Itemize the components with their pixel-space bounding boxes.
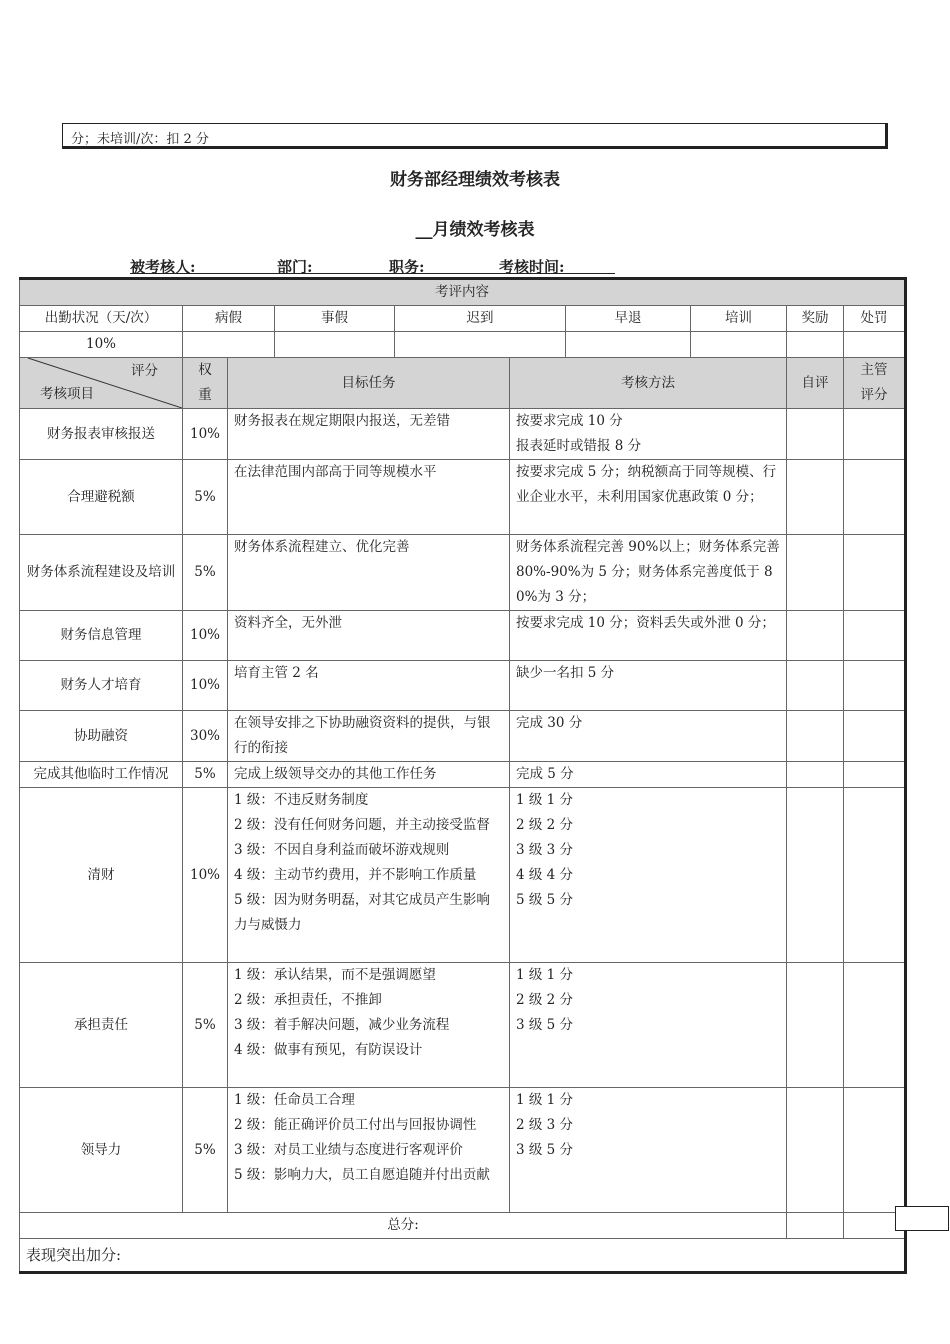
header-target: 目标任务 — [228, 358, 510, 409]
attendance-early-value[interactable] — [566, 332, 691, 358]
row-weight: 5% — [183, 535, 228, 611]
header-weight: 权 重 — [183, 358, 228, 409]
header-project: 考核项目 — [40, 386, 94, 402]
attendance-late-value[interactable] — [395, 332, 566, 358]
attendance-personal: 事假 — [275, 306, 395, 332]
header-supervisor: 主管 评分 — [844, 358, 906, 409]
row-target: 1 级：任命员工合理 2 级：能正确评价员工付出与回报协调性 3 级：对员工业绩与态度进行客观评价 5 级：影响力大，员工自愿追随并付出贡献 — [228, 1088, 510, 1213]
row-target: 在领导安排之下协助融资资料的提供，与银行的衔接 — [228, 711, 510, 762]
row-self-score[interactable] — [787, 460, 844, 535]
header-self: 自评 — [787, 358, 844, 409]
row-item: 合理避税额 — [20, 460, 183, 535]
attendance-reward-value[interactable] — [787, 332, 844, 358]
row-weight: 10% — [183, 409, 228, 460]
attendance-reward: 奖励 — [787, 306, 844, 332]
row-item: 领导力 — [20, 1088, 183, 1213]
attendance-label: 出勤状况（天/次） — [20, 306, 183, 332]
row-method: 按要求完成 10 分 报表延时或错报 8 分 — [510, 409, 787, 460]
row-weight: 5% — [183, 963, 228, 1088]
row-item: 财务信息管理 — [20, 611, 183, 661]
row-target: 财务体系流程建立、优化完善 — [228, 535, 510, 611]
row-weight: 5% — [183, 460, 228, 535]
attendance-early: 早退 — [566, 306, 691, 332]
row-target: 财务报表在规定期限内报送，无差错 — [228, 409, 510, 460]
attendance-training-value[interactable] — [691, 332, 787, 358]
row-method: 1 级 1 分 2 级 2 分 3 级 5 分 — [510, 963, 787, 1088]
row-supervisor-score[interactable] — [844, 535, 906, 611]
row-method: 1 级 1 分 2 级 2 分 3 级 3 分 4 级 4 分 5 级 5 分 — [510, 788, 787, 963]
row-target: 在法律范围内部高于同等规模水平 — [228, 460, 510, 535]
table-row — [20, 661, 906, 711]
row-item: 承担责任 — [20, 963, 183, 1088]
time-label: 考核时间: — [499, 258, 565, 276]
total-label: 总分: — [20, 1213, 787, 1239]
row-supervisor-score[interactable] — [844, 1088, 906, 1213]
row-item: 清财 — [20, 788, 183, 963]
table-row — [20, 788, 906, 963]
attendance-personal-value[interactable] — [275, 332, 395, 358]
page-subtitle: __月绩效考核表 — [415, 220, 535, 240]
total-score-box[interactable] — [895, 1206, 949, 1231]
row-self-score[interactable] — [787, 788, 844, 963]
bonus-label: 表现突出加分: — [20, 1239, 906, 1273]
total-self[interactable] — [787, 1213, 844, 1239]
page-title: 财务部经理绩效考核表 — [390, 170, 560, 190]
evaluation-table — [19, 277, 907, 1274]
row-method: 完成 5 分 — [510, 762, 787, 788]
dept-label: 部门: — [277, 258, 313, 276]
attendance-penalty: 处罚 — [844, 306, 906, 332]
row-target: 资料齐全，无外泄 — [228, 611, 510, 661]
attendance-sick: 病假 — [183, 306, 275, 332]
row-weight: 10% — [183, 611, 228, 661]
row-method: 完成 30 分 — [510, 711, 787, 762]
row-self-score[interactable] — [787, 711, 844, 762]
row-target: 培育主管 2 名 — [228, 661, 510, 711]
row-supervisor-score[interactable] — [844, 661, 906, 711]
row-supervisor-score[interactable] — [844, 788, 906, 963]
person-label: 被考核人: — [130, 258, 196, 276]
header-score: 评分 — [131, 363, 158, 379]
table-row — [20, 762, 906, 788]
info-underline — [130, 273, 615, 274]
attendance-penalty-value[interactable] — [844, 332, 906, 358]
content-header: 考评内容 — [20, 279, 906, 306]
row-self-score[interactable] — [787, 611, 844, 661]
row-item: 财务人才培育 — [20, 661, 183, 711]
row-self-score[interactable] — [787, 535, 844, 611]
table-row — [20, 963, 906, 1088]
row-target: 完成上级领导交办的其他工作任务 — [228, 762, 510, 788]
row-item: 财务体系流程建设及培训 — [20, 535, 183, 611]
row-supervisor-score[interactable] — [844, 409, 906, 460]
row-method: 财务体系流程完善 90%以上；财务体系完善 80%-90%为 5 分；财务体系完善度低于 80%为 3 分； — [510, 535, 787, 611]
row-weight: 30% — [183, 711, 228, 762]
table-row — [20, 460, 906, 535]
row-self-score[interactable] — [787, 1088, 844, 1213]
row-supervisor-score[interactable] — [844, 963, 906, 1088]
row-method: 按要求完成 10 分；资料丢失或外泄 0 分； — [510, 611, 787, 661]
table-row — [20, 535, 906, 611]
attendance-training: 培训 — [691, 306, 787, 332]
header-diagonal-cell — [20, 358, 183, 409]
row-self-score[interactable] — [787, 409, 844, 460]
attendance-late: 迟到 — [395, 306, 566, 332]
table-row — [20, 711, 906, 762]
row-supervisor-score[interactable] — [844, 711, 906, 762]
row-target: 1 级：不违反财务制度 2 级：没有任何财务问题，并主动接受监督 3 级：不因自身利益而破坏游戏规则 4 级：主动节约费用，并不影响工作质量 5 级：因为财务明磊，对其它成员产生影响力与威慑力 — [228, 788, 510, 963]
table-row — [20, 409, 906, 460]
row-weight: 10% — [183, 788, 228, 963]
row-self-score[interactable] — [787, 762, 844, 788]
row-weight: 5% — [183, 762, 228, 788]
header-method: 考核方法 — [510, 358, 787, 409]
row-supervisor-score[interactable] — [844, 762, 906, 788]
row-method: 按要求完成 5 分；纳税额高于同等规模、行业企业水平，未利用国家优惠政策 0 分； — [510, 460, 787, 535]
top-note-box — [62, 123, 888, 149]
table-row — [20, 1088, 906, 1213]
row-item: 协助融资 — [20, 711, 183, 762]
row-target: 1 级：承认结果，而不是强调愿望 2 级：承担责任，不推卸 3 级：着手解决问题，减少业务流程 4 级：做事有预见，有防误设计 — [228, 963, 510, 1088]
row-method: 缺少一名扣 5 分 — [510, 661, 787, 711]
attendance-sick-value[interactable] — [183, 332, 275, 358]
row-self-score[interactable] — [787, 661, 844, 711]
top-note: 分；未培训/次：扣 2 分 — [71, 132, 209, 147]
row-weight: 5% — [183, 1088, 228, 1213]
row-method: 1 级 1 分 2 级 3 分 3 级 5 分 — [510, 1088, 787, 1213]
row-supervisor-score[interactable] — [844, 460, 906, 535]
attendance-weight: 10% — [20, 332, 183, 358]
row-item: 完成其他临时工作情况 — [20, 762, 183, 788]
row-supervisor-score[interactable] — [844, 611, 906, 661]
row-self-score[interactable] — [787, 963, 844, 1088]
row-item: 财务报表审核报送 — [20, 409, 183, 460]
row-weight: 10% — [183, 661, 228, 711]
position-label: 职务: — [389, 258, 425, 276]
table-row — [20, 611, 906, 661]
